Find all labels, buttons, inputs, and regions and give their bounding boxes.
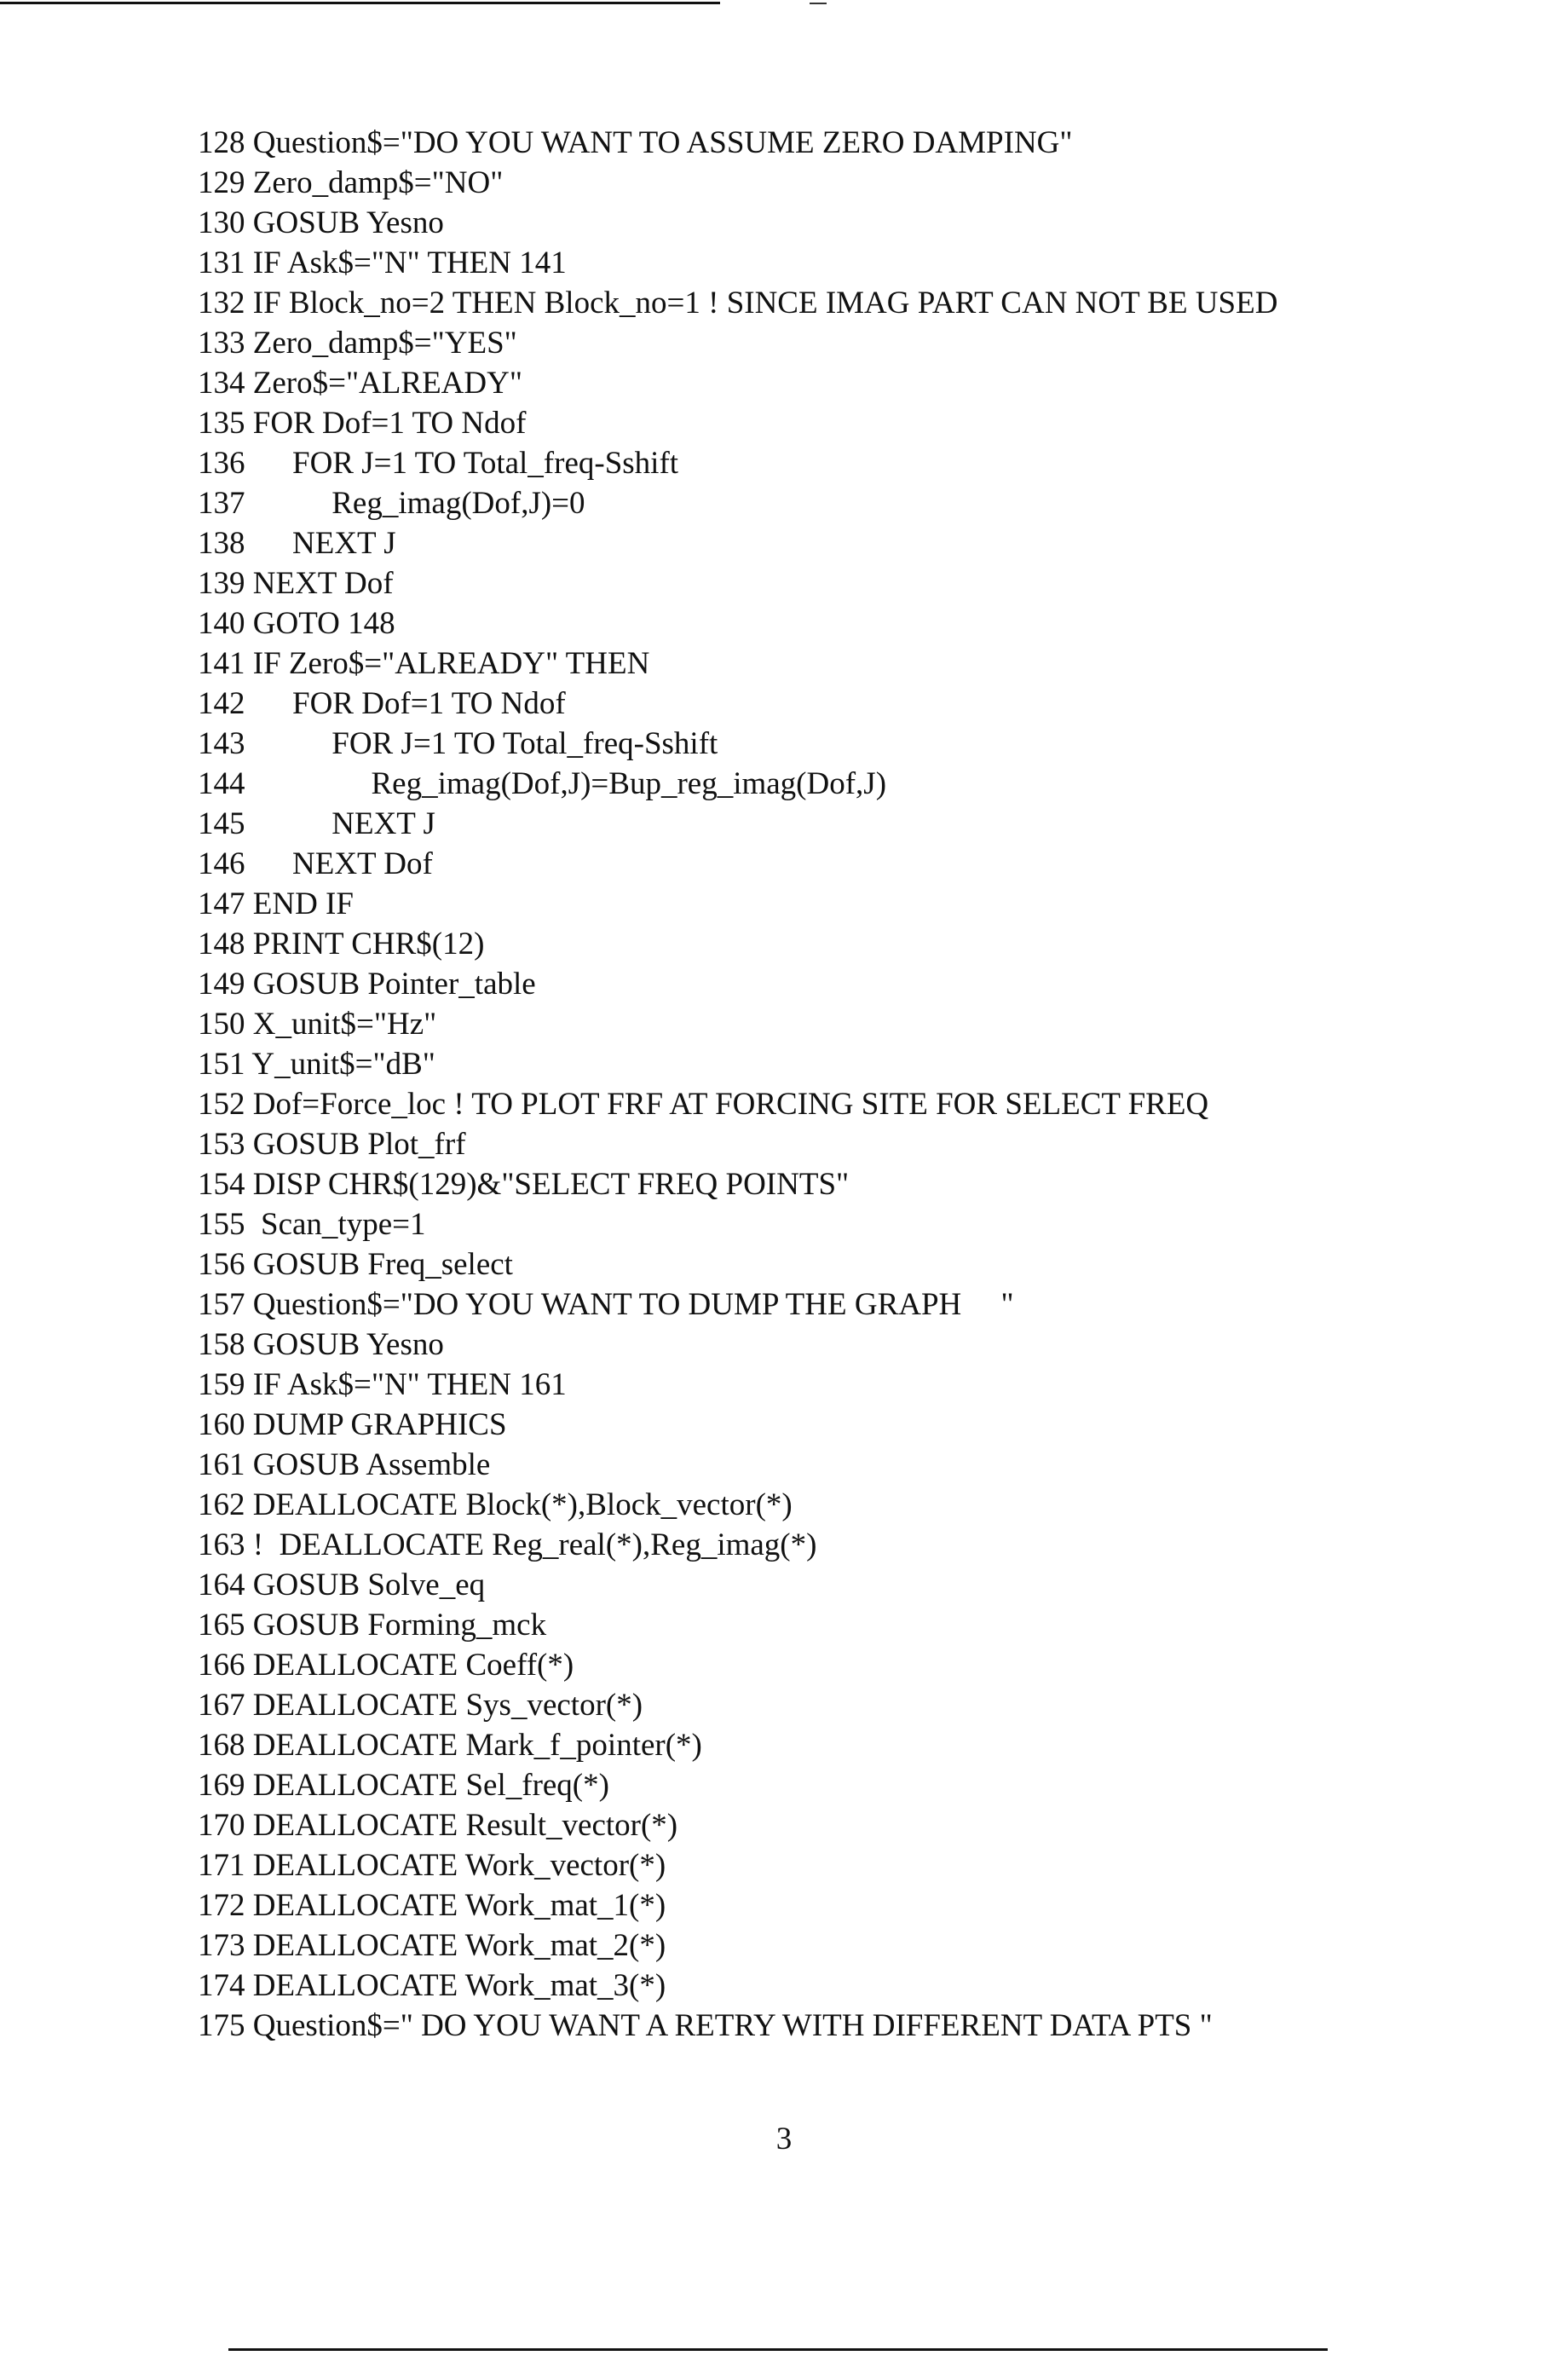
code-line-157: 157 Question$="DO YOU WANT TO DUMP THE GRAPH " [198, 1287, 1014, 1322]
code-line-129: 129 Zero_damp$="NO" [198, 165, 504, 200]
code-line-131: 131 IF Ask$="N" THEN 141 [198, 245, 567, 280]
code-line-159: 159 IF Ask$="N" THEN 161 [198, 1367, 567, 1402]
code-line-163: 163 ! DEALLOCATE Reg_real(*),Reg_imag(*) [198, 1527, 817, 1562]
code-line-153: 153 GOSUB Plot_frf [198, 1127, 466, 1162]
code-line-138: 138 NEXT J [198, 526, 396, 561]
code-line-132: 132 IF Block_no=2 THEN Block_no=1 ! SINCE IMAG PART CAN NOT BE USED [198, 286, 1278, 320]
code-line-174: 174 DEALLOCATE Work_mat_3(*) [198, 1968, 666, 2003]
code-line-134: 134 Zero$="ALREADY" [198, 366, 522, 401]
code-line-170: 170 DEALLOCATE Result_vector(*) [198, 1808, 678, 1843]
code-line-168: 168 DEALLOCATE Mark_f_pointer(*) [198, 1728, 702, 1763]
code-line-166: 166 DEALLOCATE Coeff(*) [198, 1648, 574, 1683]
code-line-136: 136 FOR J=1 TO Total_freq-Sshift [198, 446, 679, 481]
code-line-156: 156 GOSUB Freq_select [198, 1247, 513, 1282]
code-line-135: 135 FOR Dof=1 TO Ndof [198, 406, 527, 441]
code-line-128: 128 Question$="DO YOU WANT TO ASSUME ZERO DAMPING" [198, 125, 1073, 160]
code-line-148: 148 PRINT CHR$(12) [198, 927, 485, 961]
code-line-169: 169 DEALLOCATE Sel_freq(*) [198, 1768, 609, 1803]
code-line-146: 146 NEXT Dof [198, 846, 433, 881]
code-line-175: 175 Question$=" DO YOU WANT A RETRY WITH DIFFERENT DATA PTS " [198, 2008, 1213, 2043]
code-line-143: 143 FOR J=1 TO Total_freq-Sshift [198, 726, 718, 761]
code-line-160: 160 DUMP GRAPHICS [198, 1407, 507, 1442]
code-line-165: 165 GOSUB Forming_mck [198, 1608, 547, 1643]
code-line-151: 151 Y_unit$="dB" [198, 1047, 435, 1082]
code-line-172: 172 DEALLOCATE Work_mat_1(*) [198, 1888, 666, 1923]
code-line-167: 167 DEALLOCATE Sys_vector(*) [198, 1688, 643, 1723]
code-line-147: 147 END IF [198, 886, 354, 921]
code-line-130: 130 GOSUB Yesno [198, 205, 444, 240]
code-line-144: 144 Reg_imag(Dof,J)=Bup_reg_imag(Dof,J) [198, 766, 887, 801]
code-line-152: 152 Dof=Force_loc ! TO PLOT FRF AT FORCING SITE FOR SELECT FREQ [198, 1087, 1209, 1122]
code-line-161: 161 GOSUB Assemble [198, 1447, 491, 1482]
bottom-rule [228, 2348, 1328, 2351]
code-line-173: 173 DEALLOCATE Work_mat_2(*) [198, 1928, 666, 1963]
page-number: 3 [775, 2122, 793, 2156]
code-line-150: 150 X_unit$="Hz" [198, 1007, 437, 1042]
code-listing [198, 123, 1277, 2046]
code-line-142: 142 FOR Dof=1 TO Ndof [198, 686, 566, 721]
code-line-145: 145 NEXT J [198, 806, 435, 841]
code-line-133: 133 Zero_damp$="YES" [198, 326, 517, 361]
code-line-140: 140 GOTO 148 [198, 606, 395, 641]
code-line-149: 149 GOSUB Pointer_table [198, 967, 536, 1002]
code-line-171: 171 DEALLOCATE Work_vector(*) [198, 1848, 666, 1883]
code-line-158: 158 GOSUB Yesno [198, 1327, 444, 1362]
code-line-162: 162 DEALLOCATE Block(*),Block_vector(*) [198, 1487, 793, 1522]
code-line-154: 154 DISP CHR$(129)&"SELECT FREQ POINTS" [198, 1167, 850, 1202]
code-line-164: 164 GOSUB Solve_eq [198, 1568, 486, 1602]
code-line-141: 141 IF Zero$="ALREADY" THEN [198, 646, 650, 681]
top-rule-mark [810, 3, 827, 4]
code-line-139: 139 NEXT Dof [198, 566, 394, 601]
code-line-137: 137 Reg_imag(Dof,J)=0 [198, 486, 585, 521]
top-rule [0, 2, 720, 4]
code-line-155: 155 Scan_type=1 [198, 1207, 426, 1242]
